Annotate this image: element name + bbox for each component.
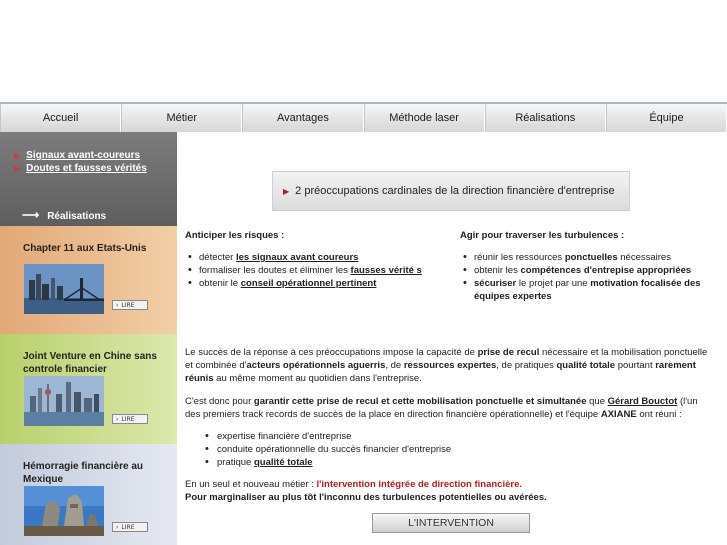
item-bold: sécuriser — [474, 278, 517, 289]
card-title: Hémorragie financière au Mexique — [23, 461, 144, 485]
nav-accueil[interactable]: Accueil — [0, 104, 121, 132]
item-text: conduite opérationnelle du succès financier d'entreprise — [217, 444, 452, 455]
link-fausses-verites[interactable]: fausses vérité s — [350, 265, 422, 276]
item-bold: motivation focalisée des équipes expertes — [474, 278, 701, 302]
paragraph-garantir — [185, 395, 715, 421]
text: nécessaire et la mobilisation ponctuelle et combinée d' — [185, 347, 708, 371]
text: , de — [385, 360, 404, 371]
triangle-bullet-icon: ▶ — [283, 186, 290, 196]
lire-button[interactable]: › LIRE — [112, 300, 148, 310]
list-item — [203, 443, 715, 456]
right-column-title: Agir pour traverser les turbulences : — [460, 230, 625, 241]
right-column — [460, 230, 722, 303]
list-item — [460, 251, 722, 264]
lire-button[interactable]: › LIRE — [112, 522, 148, 532]
item-bold: compétences d'entrepise appropriées — [520, 265, 692, 276]
item-text: détecter — [199, 252, 236, 263]
main-nav — [0, 102, 727, 132]
item-text: le projet par une — [516, 278, 591, 289]
card-title: Joint Venture en Chine sans controle financier — [23, 351, 157, 375]
lire-label: LIRE — [121, 415, 135, 423]
text: C'est donc pour — [185, 396, 254, 407]
skyline-bridge-image — [24, 264, 104, 314]
text: En un seul et nouveau métier : — [185, 479, 317, 490]
item-text: obtenir le — [199, 278, 241, 289]
left-column — [185, 230, 450, 290]
item-text: nécessaires — [617, 252, 671, 263]
nav-equipe[interactable]: Équipe — [606, 104, 727, 132]
list-item — [460, 264, 722, 277]
text-bold: garantir cette prise de recul et cette mobilisation ponctuelle et simultanée — [253, 396, 587, 407]
item-text: expertise financière d'entreprise — [217, 431, 352, 442]
nav-metier[interactable]: Métier — [121, 104, 242, 132]
banner-preoccupations — [272, 171, 630, 211]
sidebar — [0, 132, 177, 545]
paragraph-succes — [185, 346, 715, 385]
intervention-button[interactable]: L'INTERVENTION — [372, 513, 530, 533]
sidebar-link-label: Signaux avant-coureurs — [26, 150, 141, 161]
nav-avantages[interactable]: Avantages — [242, 104, 363, 132]
text-bold: AXIANE — [600, 409, 637, 420]
nav-methode-laser[interactable]: Méthode laser — [364, 104, 485, 132]
list-item — [185, 251, 450, 264]
left-column-title: Anticiper les risques : — [185, 230, 285, 241]
card-title: Chapter 11 aux Etats-Unis — [23, 243, 147, 254]
sidebar-link-label: Doutes et fausses vérités — [26, 163, 147, 174]
triangle-bullet-icon: ▶ — [14, 164, 21, 173]
text-bold: acteurs opérationnels aguerris — [246, 360, 386, 371]
text: Le succès de la réponse à ces préoccupations impose la capacité de — [185, 347, 478, 358]
nav-realisations[interactable]: Réalisations — [485, 104, 606, 132]
sidebar-realisations-label: Réalisations — [47, 211, 107, 222]
text: (l'un des premiers track records de succès de la place en direction financière opérationnelle) et l'équipe — [185, 396, 698, 420]
text: que — [586, 396, 608, 407]
lire-label: LIRE — [121, 301, 135, 309]
text: au même moment au quotidien dans l'entreprise. — [213, 373, 422, 384]
text: , de pratiques — [496, 360, 557, 371]
list-item — [203, 430, 715, 443]
text: ont réuni : — [636, 409, 682, 420]
text-bold: prise de recul — [477, 347, 540, 358]
list-item — [203, 456, 715, 469]
list-item — [460, 277, 722, 303]
sidebar-link-doutes[interactable] — [14, 163, 147, 174]
item-text: formaliser les doutes et éliminer les — [199, 265, 351, 276]
banner-text: 2 préoccupations cardinales de la direction financière d'entreprise — [295, 185, 615, 197]
text-red: l'intervention intégrée de direction financière. — [316, 479, 522, 490]
arrow-right-icon: ⟶ — [22, 208, 40, 222]
item-bold: ponctuelles — [564, 252, 618, 263]
sidebar-link-signaux[interactable] — [14, 150, 140, 161]
realisation-card-joint-venture — [0, 334, 177, 444]
link-gerard-bouctot[interactable]: Gérard Bouctot — [607, 396, 678, 407]
text-bold: rarement réunis — [185, 360, 696, 384]
realisation-card-chapter11 — [0, 226, 177, 334]
item-text: obtenir les — [474, 265, 521, 276]
text-bold: ressources expertes — [403, 360, 497, 371]
sidebar-top-panel — [0, 132, 177, 226]
lire-label: LIRE — [121, 523, 135, 531]
triangle-bullet-icon: ▶ — [14, 151, 21, 160]
link-qualite-totale[interactable]: qualité totale — [253, 457, 313, 468]
item-text: réunir les ressources — [474, 252, 565, 263]
link-signaux[interactable]: les signaux avant coureurs — [235, 252, 359, 263]
link-conseil[interactable]: conseil opérationnel pertinent — [240, 278, 377, 289]
text: pourtant — [615, 360, 656, 371]
paragraph-intervention — [185, 478, 715, 504]
sidebar-realisations[interactable] — [22, 208, 106, 222]
skyline-china-image — [24, 376, 104, 426]
lire-button[interactable]: › LIRE — [112, 414, 148, 424]
mexico-statue-image — [24, 486, 104, 536]
list-item — [185, 277, 450, 290]
paragraph-list — [185, 430, 715, 469]
text-bold: Pour marginaliser au plus tôt l'inconnu des turbulences potentielles ou avérées. — [185, 492, 547, 503]
list-item — [185, 264, 440, 277]
item-text: pratique — [217, 457, 254, 468]
realisation-card-mexique — [0, 444, 177, 545]
text-bold: qualité totale — [556, 360, 616, 371]
